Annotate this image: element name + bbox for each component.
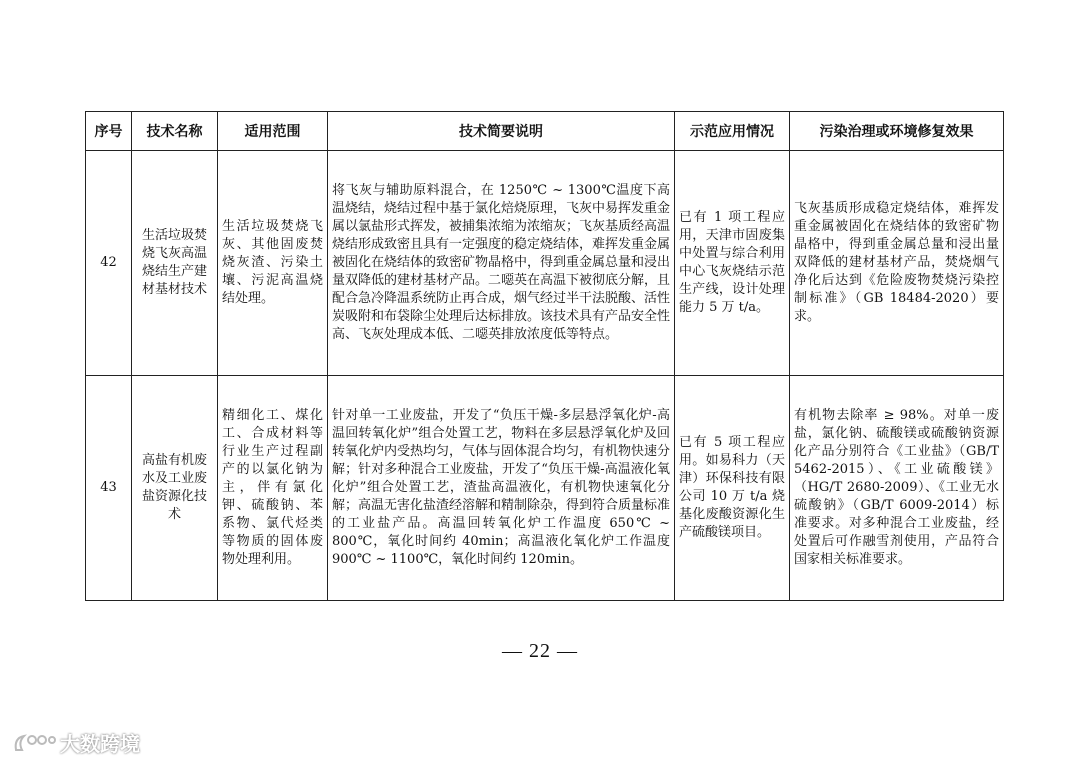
- row-effect: 飞灰基质形成稳定烧结体，难挥发重金属被固化在烧结体的致密矿物晶格中，得到重金属总量和浸出量双降低的建材基材产品，焚烧烟气净化后达到《危险废物焚烧污染控制标准》（GB 18484-2020）要求。: [790, 151, 1004, 376]
- technology-table: [85, 111, 1004, 601]
- row-description: 针对单一工业废盐，开发了“负压干燥-多层悬浮氧化炉-高温回转氧化炉”组合处置工艺，物料在多层悬浮氧化炉及回转氧化炉内受热均匀，气体与固体混合均匀，有机物快速分解；针对多种混合工业废盐，开发了“负压干燥-高温液化氧化炉”组合处置工艺，渣盐高温液化，有机物快速氧化分解；高温无害化盐渣经溶解和精制除杂，得到符合质量标准的工业盐产品。高温回转氧化炉工作温度 650℃ ~ 800℃，氧化时间约 40min；高温液化氧化炉工作温度 900℃ ~ 1100℃，氧化时间约 120min。: [328, 376, 675, 601]
- row-tech-name: 生活垃圾焚烧飞灰高温烧结生产建材基材技术: [132, 151, 218, 376]
- row-description: 将飞灰与辅助原料混合，在 1250℃ ~ 1300℃温度下高温烧结，烧结过程中基于氯化焙烧原理，飞灰中易挥发重金属以氯盐形式挥发，被捕集浓缩为浓缩灰；飞灰基质经高温烧结形成致密且具有一定强度的稳定烧结体，难挥发重金属被固化在烧结体的致密矿物晶格中，得到重金属总量和浸出量双降低的建材基材产品。二噁英在高温下被彻底分解，且配合急冷降温系统防止再合成，烟气经过半干法脱酸、活性炭吸附和布袋除尘处理后达标排放。该技术具有产品安全性高、飞灰处理成本低、二噁英排放浓度低等特点。: [328, 151, 675, 376]
- row-scope: 生活垃圾焚烧飞灰、其他固废焚烧灰渣、污染土壤、污泥高温烧结处理。: [218, 151, 328, 376]
- brand-logo-icon: [12, 730, 56, 756]
- row-tech-name: 高盐有机废水及工业废盐资源化技术: [132, 376, 218, 601]
- table-header-row: [86, 112, 1004, 151]
- row-serial: 42: [86, 151, 132, 376]
- row-serial: 43: [86, 376, 132, 601]
- header-scope: 适用范围: [218, 112, 328, 151]
- header-serial: 序号: [86, 112, 132, 151]
- row-demo: 已有 1 项工程应用，天津市固废集中处置与综合利用中心飞灰烧结示范生产线，设计处理能力 5 万 t/a。: [675, 151, 790, 376]
- row-effect: 有机物去除率 ≥ 98%。对单一废盐，氯化钠、硫酸镁或硫酸钠资源化产品分别符合《工业盐》（GB/T 5462-2015）、《工业硫酸镁》（HG/T 2680-2009）、《工业无水硫酸钠》（GB/T 6009-2014）标准要求。对多种混合工业废盐，经处置后可作融雪剂使用，产品符合国家相关标准要求。: [790, 376, 1004, 601]
- header-effect: 污染治理或环境修复效果: [790, 112, 1004, 151]
- table-row: [86, 376, 1004, 601]
- page-number: — 22 —: [502, 640, 578, 662]
- header-description: 技术简要说明: [328, 112, 675, 151]
- watermark-text: 大数跨境: [60, 732, 140, 756]
- header-tech-name: 技术名称: [132, 112, 218, 151]
- header-demo: 示范应用情况: [675, 112, 790, 151]
- row-demo: 已有 5 项工程应用。如易科力（天津）环保科技有限公司 10 万 t/a 烧基化废酸资源化生产硫酸镁项目。: [675, 376, 790, 601]
- watermark: [12, 728, 140, 757]
- table-row: [86, 151, 1004, 376]
- row-scope: 精细化工、煤化工、合成材料等行业生产过程副产的以氯化钠为主，伴有氯化钾、硫酸钠、苯系物、氯代烃类等物质的固体废物处理利用。: [218, 376, 328, 601]
